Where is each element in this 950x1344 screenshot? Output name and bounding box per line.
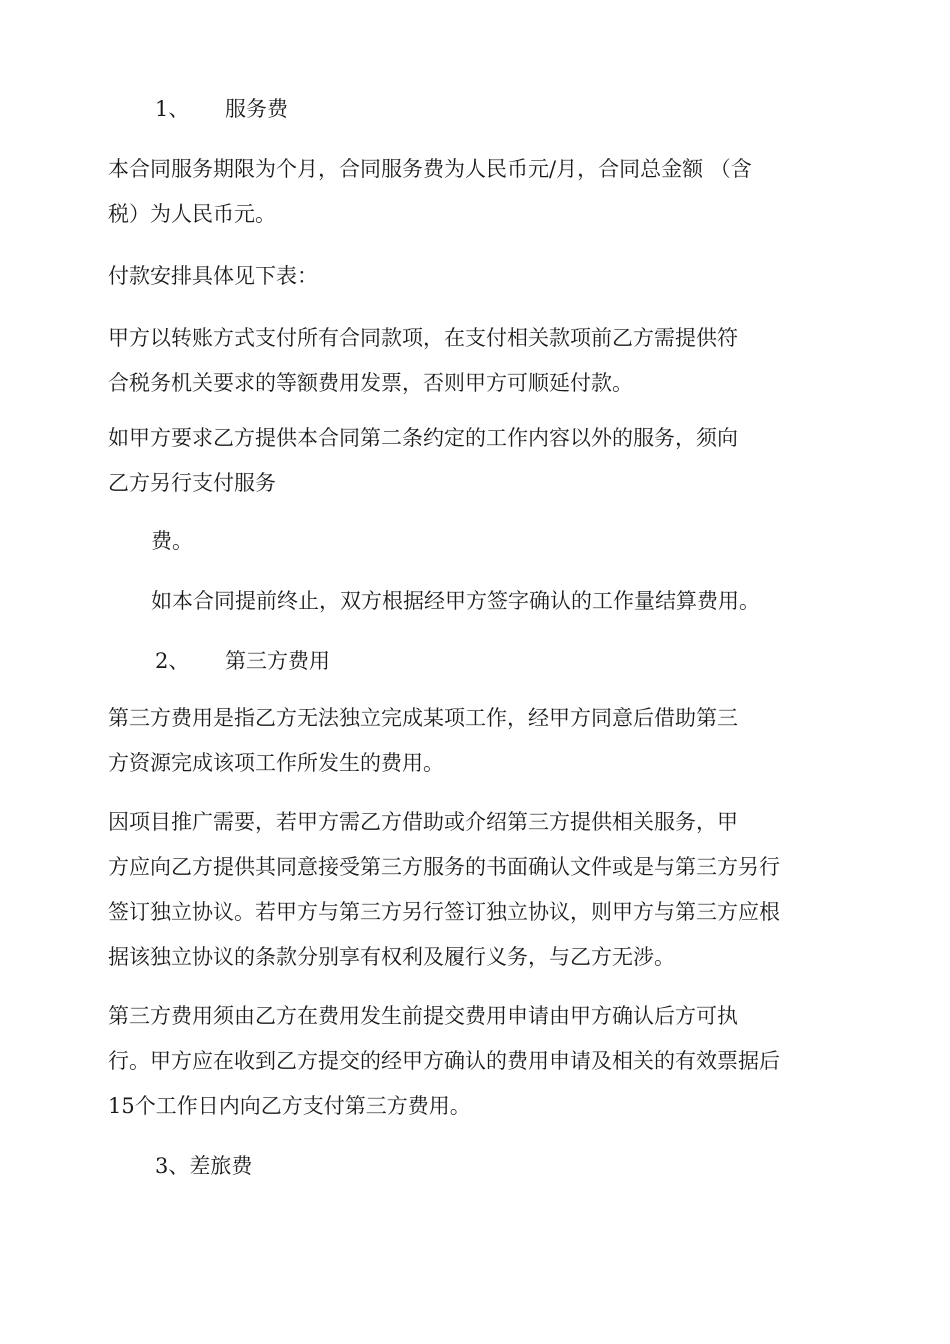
section-heading-2 <box>155 639 330 684</box>
paragraph-extra-service-line2: 乙方另行支付服务 <box>108 471 276 495</box>
paragraph-payment-schedule: 付款安排具体见下表： <box>108 264 318 288</box>
paragraph-extra-service-continuation: 费。 <box>151 529 193 553</box>
section-number: 2、 <box>155 649 190 673</box>
paragraph-third-party-service-line2: 方应向乙方提供其同意接受第三方服务的书面确认文件或是与第三方另行 <box>108 855 780 879</box>
section-heading-3: 3、差旅费 <box>155 1154 253 1178</box>
section-number: 1、 <box>155 97 190 121</box>
paragraph-service-period-line2: 税）为人民币元。 <box>108 202 276 226</box>
paragraph-third-party-definition-line1: 第三方费用是指乙方无法独立完成某项工作，经甲方同意后借助第三 <box>108 706 738 730</box>
paragraph-transfer-payment-line1: 甲方以转账方式支付所有合同款项，在支付相关款项前乙方需提供符 <box>108 326 738 350</box>
paragraph-third-party-service-line1: 因项目推广需要，若甲方需乙方借助或介绍第三方提供相关服务，甲 <box>108 810 738 834</box>
paragraph-third-party-service-line4: 据该独立协议的条款分别享有权利及履行义务，与乙方无涉。 <box>108 945 675 969</box>
paragraph-third-party-approval-line2: 行。甲方应在收到乙方提交的经甲方确认的费用申请及相关的有效票据后 <box>108 1049 780 1073</box>
section-title: 服务费 <box>225 97 288 121</box>
section-heading-1 <box>155 87 288 132</box>
paragraph-early-termination: 如本合同提前终止，双方根据经甲方签字确认的工作量结算费用。 <box>151 589 760 613</box>
paragraph-third-party-definition-line2: 方资源完成该项工作所发生的费用。 <box>108 751 444 775</box>
paragraph-third-party-service-line3: 签订独立协议。若甲方与第三方另行签订独立协议，则甲方与第三方应根 <box>108 900 780 924</box>
paragraph-third-party-approval-line1: 第三方费用须由乙方在费用发生前提交费用申请由甲方确认后方可执 <box>108 1004 738 1028</box>
paragraph-extra-service-line1: 如甲方要求乙方提供本合同第二条约定的工作内容以外的服务，须向 <box>108 426 738 450</box>
paragraph-third-party-approval-line3: 15个工作日内向乙方支付第三方费用。 <box>108 1094 471 1118</box>
section-title: 第三方费用 <box>225 649 330 673</box>
paragraph-transfer-payment-line2: 合税务机关要求的等额费用发票，否则甲方可顺延付款。 <box>108 371 633 395</box>
paragraph-service-period-line1: 本合同服务期限为个月，合同服务费为人民币元/月，合同总金额 （含 <box>108 157 752 181</box>
